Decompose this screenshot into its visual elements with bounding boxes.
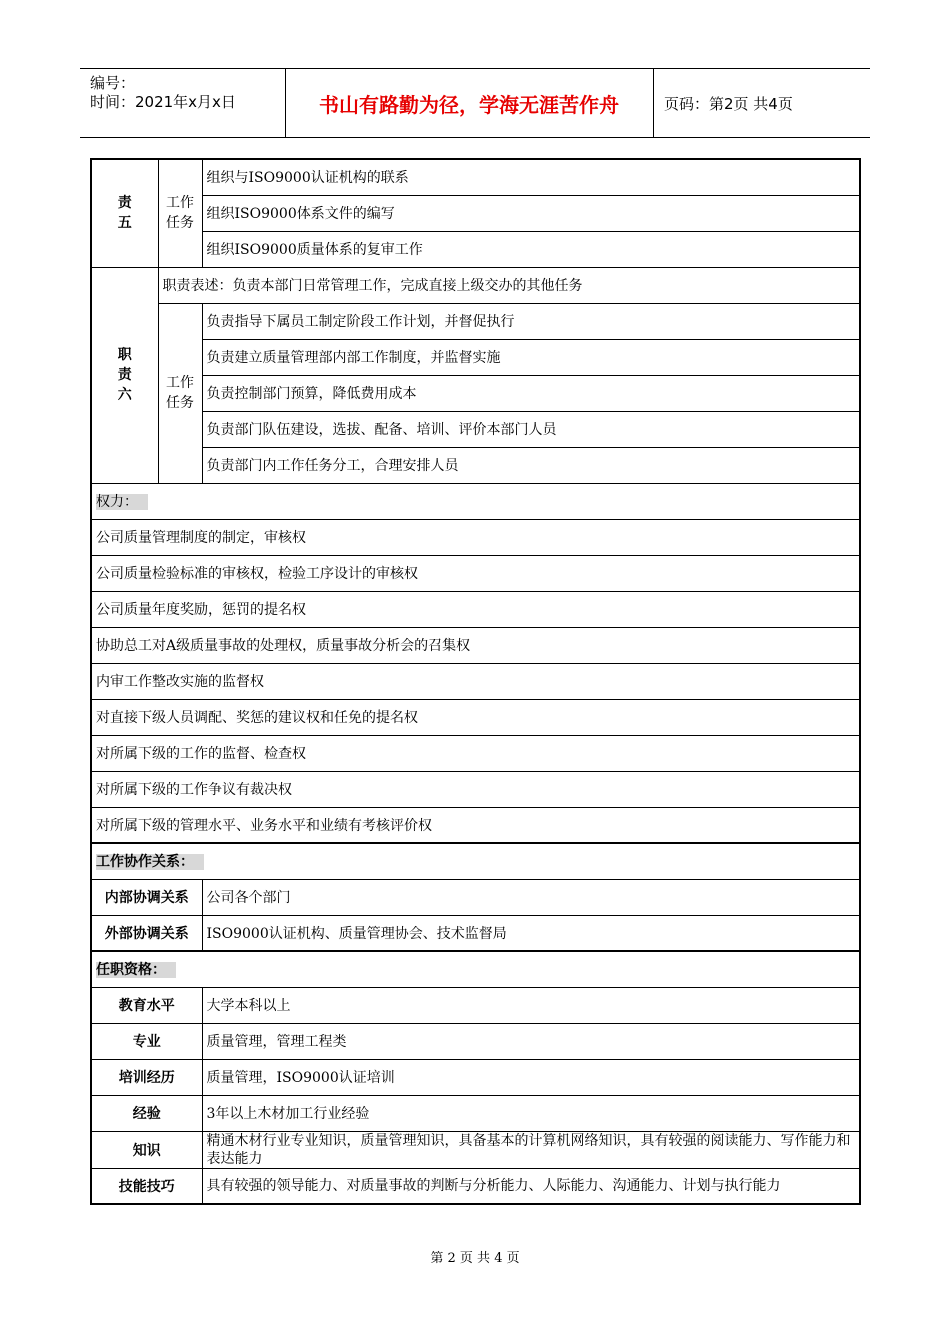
relation-row <box>91 879 860 915</box>
power-item: 公司质量管理制度的制定，审核权 <box>91 519 860 555</box>
power-row <box>91 555 860 591</box>
power-row <box>91 591 860 627</box>
power-row <box>91 807 860 843</box>
power-item: 公司质量年度奖励，惩罚的提名权 <box>91 591 860 627</box>
duty6-task: 负责部门内工作任务分工，合理安排人员 <box>202 447 860 483</box>
header-motto: 书山有路勤为径，学海无涯苦作舟 <box>285 69 654 137</box>
qualification-value: 质量管理，管理工程类 <box>202 1023 860 1059</box>
duty6-row <box>91 447 860 483</box>
qualification-value: 质量管理，ISO9000认证培训 <box>202 1059 860 1095</box>
qualification-row <box>91 1168 860 1204</box>
duty5-row <box>91 195 860 231</box>
job-description-table <box>90 158 861 1205</box>
duty5-task: 组织与ISO9000认证机构的联系 <box>202 159 860 195</box>
qualification-row <box>91 1095 860 1131</box>
qualification-label: 技能技巧 <box>91 1168 202 1204</box>
power-row <box>91 627 860 663</box>
duty5-row <box>91 159 860 195</box>
duty6-task-label: 工作 任务 <box>158 303 202 483</box>
qualification-label: 知识 <box>91 1131 202 1168</box>
power-item: 对所属下级的管理水平、业务水平和业绩有考核评价权 <box>91 807 860 843</box>
relations-title: 工作协作关系： <box>91 843 860 879</box>
duty6-title: 职 责 六 <box>91 267 158 483</box>
qualification-label: 培训经历 <box>91 1059 202 1095</box>
document-number-label: 编号： <box>90 74 136 92</box>
qualification-row <box>91 1131 860 1168</box>
duty6-task: 负责控制部门预算，降低费用成本 <box>202 375 860 411</box>
power-item: 公司质量检验标准的审核权，检验工序设计的审核权 <box>91 555 860 591</box>
duty6-task: 负责部门队伍建设，选拔、配备、培训、评价本部门人员 <box>202 411 860 447</box>
power-row <box>91 663 860 699</box>
qualification-row <box>91 1059 860 1095</box>
external-relation-value: ISO9000认证机构、质量管理协会、技术监督局 <box>202 915 860 951</box>
powers-title: 权力： <box>91 483 860 519</box>
header-page-number: 页码：第2页 共4页 <box>664 94 793 113</box>
relation-row <box>91 915 860 951</box>
duty6-row <box>91 411 860 447</box>
duty6-row <box>91 375 860 411</box>
external-relation-label: 外部协调关系 <box>91 915 202 951</box>
power-item: 对直接下级人员调配、奖惩的建议权和任免的提名权 <box>91 699 860 735</box>
duty6-row <box>91 339 860 375</box>
duty6-row <box>91 303 860 339</box>
relations-title-row <box>91 843 860 879</box>
powers-title-row <box>91 483 860 519</box>
duty5-task: 组织ISO9000体系文件的编写 <box>202 195 860 231</box>
duty6-row <box>91 267 860 303</box>
page-header <box>80 68 870 138</box>
qualifications-title: 任职资格： <box>91 951 860 987</box>
power-item: 内审工作整改实施的监督权 <box>91 663 860 699</box>
power-row <box>91 771 860 807</box>
duty5-row <box>91 231 860 267</box>
internal-relation-value: 公司各个部门 <box>202 879 860 915</box>
power-row <box>91 519 860 555</box>
power-row <box>91 699 860 735</box>
header-meta <box>80 69 286 137</box>
duty5-title: 责 五 <box>91 159 158 267</box>
duty5-task-label: 工作 任务 <box>158 159 202 267</box>
page-footer: 第 2 页 共 4 页 <box>430 1251 520 1266</box>
qualification-label: 经验 <box>91 1095 202 1131</box>
qualification-value: 3年以上木材加工行业经验 <box>202 1095 860 1131</box>
power-item: 对所属下级的工作争议有裁决权 <box>91 771 860 807</box>
power-row <box>91 735 860 771</box>
qualification-value: 大学本科以上 <box>202 987 860 1023</box>
qualifications-title-row <box>91 951 860 987</box>
qualification-label: 专业 <box>91 1023 202 1059</box>
power-item: 协助总工对A级质量事故的处理权，质量事故分析会的召集权 <box>91 627 860 663</box>
duty6-statement: 职责表述：负责本部门日常管理工作，完成直接上级交办的其他任务 <box>158 267 860 303</box>
duty6-task: 负责指导下属员工制定阶段工作计划，并督促执行 <box>202 303 860 339</box>
qualification-row <box>91 987 860 1023</box>
duty5-task: 组织ISO9000质量体系的复审工作 <box>202 231 860 267</box>
document-date-label: 时间：2021年x月x日 <box>90 93 236 111</box>
internal-relation-label: 内部协调关系 <box>91 879 202 915</box>
duty6-task: 负责建立质量管理部内部工作制度，并监督实施 <box>202 339 860 375</box>
qualification-value: 精通木材行业专业知识，质量管理知识，具备基本的计算机网络知识，具有较强的阅读能力、写作能力和表达能力 <box>202 1131 860 1168</box>
qualification-label: 教育水平 <box>91 987 202 1023</box>
power-item: 对所属下级的工作的监督、检查权 <box>91 735 860 771</box>
qualification-value: 具有较强的领导能力、对质量事故的判断与分析能力、人际能力、沟通能力、计划与执行能力 <box>202 1168 860 1204</box>
qualification-row <box>91 1023 860 1059</box>
